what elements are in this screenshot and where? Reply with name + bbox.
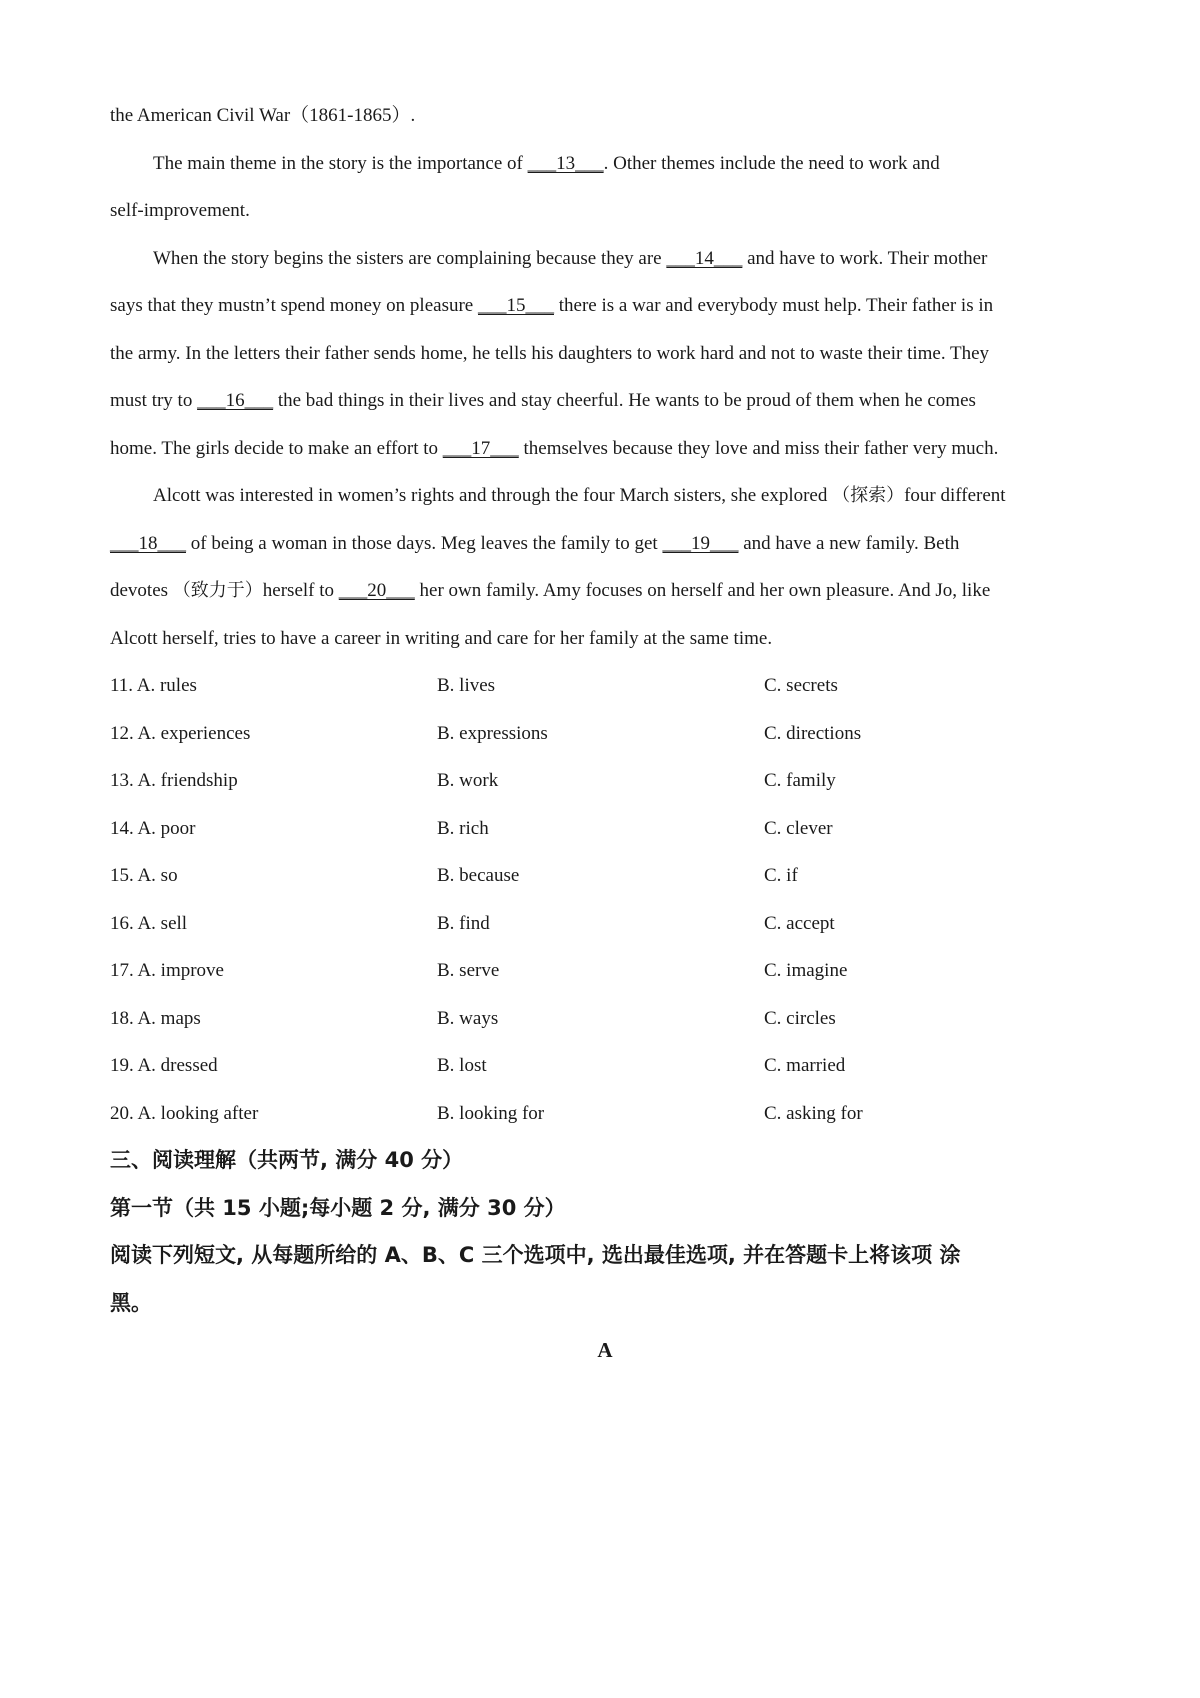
paragraph-story: When the story begins the sisters are complaining because they are ___14___ and have to work. Their mother	[110, 235, 1100, 283]
option-row	[110, 852, 1100, 900]
option-a: 14. A. poor	[110, 817, 196, 839]
passage-line: the American Civil War（1861-1865）.	[110, 105, 416, 126]
option-a: 12. A. experiences	[110, 722, 251, 744]
option-row	[110, 1042, 1100, 1090]
option-c: C. family	[764, 770, 836, 791]
option-row	[110, 710, 1100, 758]
passage-line: ___18___ of being a woman in those days. Meg leaves the family to get ___19___ and have a new family. Beth	[110, 520, 1100, 568]
instruction-text: 阅读下列短文, 从每题所给的 A、B、C 三个选项中, 选出最佳选项, 并在答题卡上将该项 涂	[110, 1243, 961, 1267]
option-a: 20. A. looking after	[110, 1102, 259, 1124]
option-b: B. serve	[437, 960, 500, 981]
option-b: B. because	[437, 865, 520, 886]
passage-label: A	[597, 1338, 613, 1362]
option-b: B. lives	[437, 675, 496, 696]
blank-13: ___13___	[527, 152, 604, 174]
blank-18: ___18___	[110, 532, 186, 554]
blank-20: ___20___	[338, 580, 415, 601]
option-row	[110, 1090, 1100, 1138]
option-b: B. looking for	[437, 1102, 545, 1124]
option-a: 18. A. maps	[110, 1007, 201, 1029]
option-a: 17. A. improve	[110, 960, 224, 981]
option-a: 15. A. so	[110, 865, 178, 886]
option-c: C. imagine	[764, 960, 848, 981]
option-c: C. accept	[764, 912, 835, 934]
passage-line: self-improvement.	[110, 200, 250, 221]
option-c: C. married	[764, 1055, 846, 1076]
document-page	[110, 92, 1100, 1375]
option-row	[110, 662, 1100, 710]
passage-line: devotes （致力于）herself to ___20___ her own family. Amy focuses on herself and her own pleasure. And Jo, like	[110, 567, 1100, 615]
option-b: B. work	[437, 770, 499, 791]
option-b: B. lost	[437, 1055, 487, 1076]
passage-line: Alcott herself, tries to have a career in writing and care for her family at the same time.	[110, 627, 773, 649]
passage-line: says that they mustn’t spend money on pleasure ___15___ there is a war and everybody must help. Their father is in	[110, 282, 1100, 330]
option-c: C. clever	[764, 817, 833, 839]
option-b: B. expressions	[437, 722, 548, 744]
paragraph-alcott: Alcott was interested in women’s rights and through the four March sisters, she explored （探索）four different	[153, 485, 1006, 506]
blank-17: ___17___	[442, 437, 519, 459]
passage-line: the army. In the letters their father sends home, he tells his daughters to work hard and not to waste their time. They	[110, 342, 990, 364]
blank-19: ___19___	[662, 532, 739, 554]
option-c: C. asking for	[764, 1102, 863, 1124]
option-a: 13. A. friendship	[110, 770, 238, 791]
instruction-text-continued: 黑。	[110, 1290, 152, 1315]
option-row	[110, 805, 1100, 853]
option-a: 19. A. dressed	[110, 1055, 218, 1076]
option-a: 11. A. rules	[110, 675, 197, 696]
option-c: C. circles	[764, 1007, 836, 1029]
blank-15: ___15___	[477, 295, 554, 316]
part-heading: 第一节（共 15 小题;每小题 2 分, 满分 30 分）	[110, 1195, 566, 1220]
option-c: C. directions	[764, 722, 862, 744]
option-a: 16. A. sell	[110, 912, 188, 934]
passage-line: home. The girls decide to make an effort to ___17___ themselves because they love and miss their father very much.	[110, 425, 1100, 473]
option-row	[110, 757, 1100, 805]
option-b: B. rich	[437, 817, 489, 839]
section-heading: 三、阅读理解（共两节, 满分 40 分）	[110, 1148, 464, 1172]
passage-line: must try to ___16___ the bad things in their lives and stay cheerful. He wants to be proud of them when he comes	[110, 377, 1100, 425]
option-row	[110, 995, 1100, 1043]
option-b: B. ways	[437, 1007, 499, 1029]
option-c: C. if	[764, 865, 798, 886]
option-row	[110, 900, 1100, 948]
blank-16: ___16___	[197, 390, 274, 411]
option-c: C. secrets	[764, 675, 838, 696]
paragraph-theme: The main theme in the story is the importance of ___13___. Other themes include the need to work and	[110, 140, 1100, 188]
option-b: B. find	[437, 912, 490, 934]
options-list	[110, 662, 1100, 1137]
option-row	[110, 947, 1100, 995]
blank-14: ___14___	[666, 247, 743, 269]
